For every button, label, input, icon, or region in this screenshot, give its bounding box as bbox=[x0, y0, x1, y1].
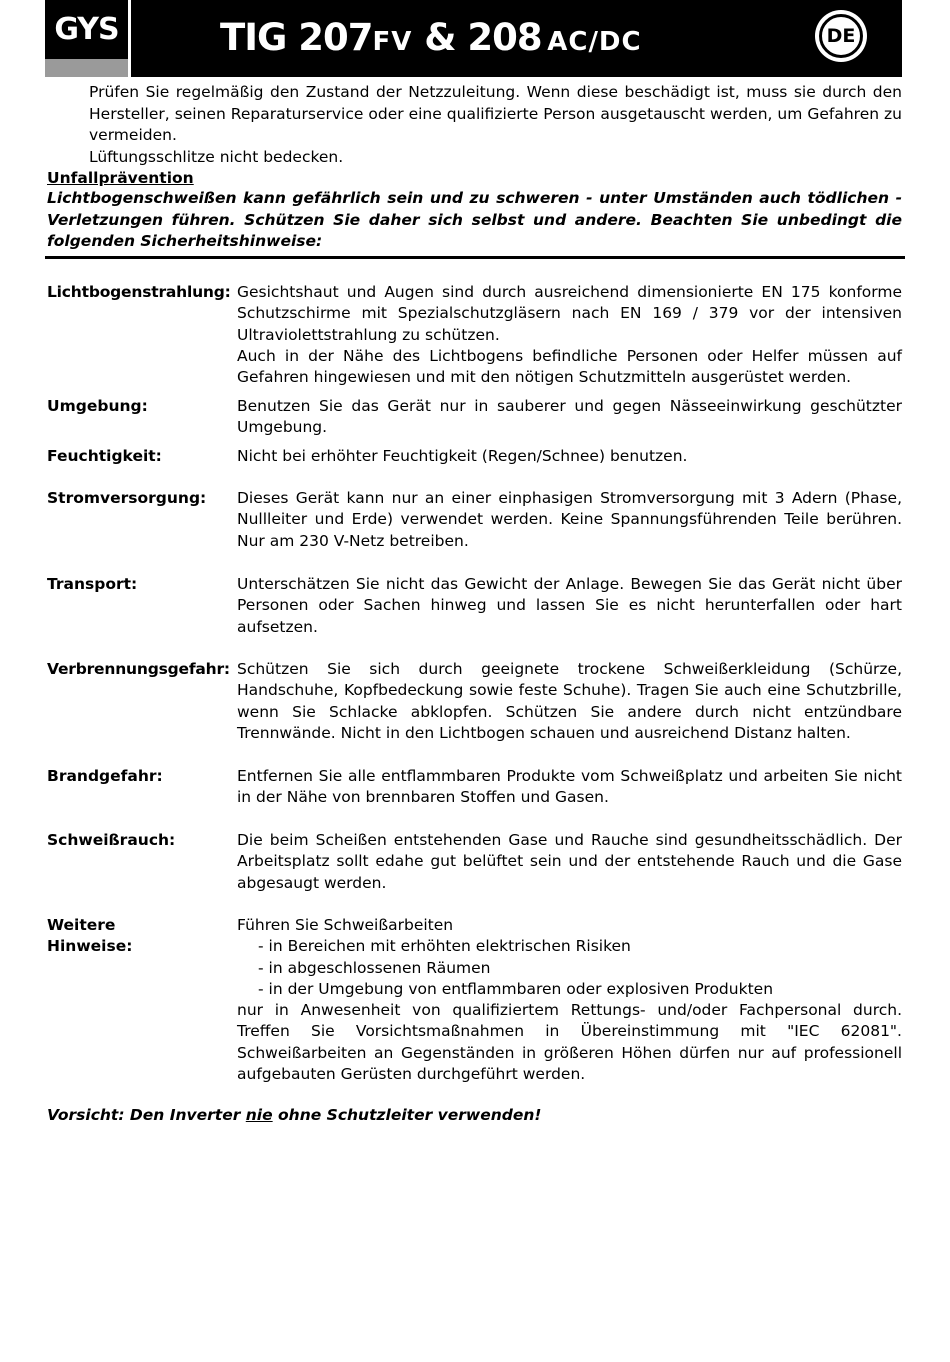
hazard-label: Transport: bbox=[47, 575, 138, 593]
hazard-paragraph-1: Gesichtshaut und Augen sind durch ausreichend dimensionierte EN 175 konforme Schutzschirme mit Spezialschutzgläsern nach EN 169 / 379 vor der intensiven Ultraviolettstrahlung zu schützen. bbox=[237, 283, 902, 344]
hazard-label-line-2: Hinweise: bbox=[47, 937, 133, 956]
hazard-label: Umgebung: bbox=[47, 397, 148, 415]
section-heading: Unfallprävention bbox=[47, 169, 194, 187]
section-warning: Lichtbogenschweißen kann gefährlich sein und zu schweren - unter Umständen auch tödlichen - Verletzungen führen. Schützen Sie daher sich selbst und andere. Beachten Sie unbedingt die folgenden Sicherheitshinweise: bbox=[47, 189, 902, 250]
hazard-text: Benutzen Sie das Gerät nur in sauberer und gegen Nässeeinwirkung geschützter Umgebung. bbox=[237, 397, 902, 437]
hazard-humidity bbox=[47, 446, 902, 467]
hazard-label: Lichtbogenstrahlung: bbox=[47, 283, 231, 301]
hazard-label: Brandgefahr: bbox=[47, 767, 163, 785]
language-code: DE bbox=[819, 14, 863, 58]
hazard-fire bbox=[47, 766, 902, 809]
list-item: - in der Umgebung von entflammbaren oder explosiven Produkten bbox=[258, 979, 774, 998]
caution-text-pre: Vorsicht: Den Inverter bbox=[47, 1106, 246, 1124]
hazard-text: Unterschätzen Sie nicht das Gewicht der Anlage. Bewegen Sie das Gerät nicht über Personen oder Sachen hinweg und lassen Sie es nicht herunterfallen oder hart aufsetzen. bbox=[237, 575, 902, 636]
logo-separator bbox=[128, 0, 131, 77]
hazard-text bbox=[237, 915, 902, 1085]
hazard-text bbox=[237, 282, 902, 388]
hazard-arc-radiation bbox=[47, 282, 902, 388]
hazard-further-notes bbox=[47, 915, 902, 1085]
divider-rule bbox=[45, 256, 905, 259]
hazard-text: Dieses Gerät kann nur an einer einphasigen Stromversorgung mit 3 Adern (Phase, Nullleiter und Erde) verwendet werden. Keine Spannungsführenden Teile berühren. Nur am 230 V-Netz betreiben. bbox=[237, 489, 902, 550]
hazard-text: Entfernen Sie alle entflammbaren Produkte vom Schweißplatz und arbeiten Sie nicht in der Nähe von brennbaren Stoffen und Gasen. bbox=[237, 767, 902, 807]
logo-grey-bar bbox=[45, 59, 128, 77]
hazard-welding-fumes bbox=[47, 830, 902, 894]
caution-note bbox=[47, 1105, 541, 1126]
hazard-label-line-1: Weitere bbox=[47, 916, 116, 934]
hazard-transport bbox=[47, 574, 902, 638]
hazard-text: Nicht bei erhöhter Feuchtigkeit (Regen/Schnee) benutzen. bbox=[237, 447, 688, 465]
list-item: - in Bereichen mit erhöhten elektrischen Risiken bbox=[258, 937, 631, 956]
hazard-text: Die beim Scheißen entstehenden Gase und Rauche sind gesundheitsschädlich. Der Arbeitsplatz sollt edahe gut belüftet sein und der entstehende Rauch und die Gase abgesaugt werden. bbox=[237, 831, 902, 892]
intro-text bbox=[89, 82, 902, 168]
further-outro: nur in Anwesenheit von qualifiziertem Rettungs- und/oder Fachpersonal durch. Treffen Sie Vorsichtsmaßnahmen in Übereinstimmung mit "IEC 62081". Schweißarbeiten an Gegenständen in größeren Höhen dürfen nur auf professionell aufgebauten Gerüsten durchgeführt werden. bbox=[237, 1001, 902, 1084]
title-model-2: 208 bbox=[467, 16, 542, 59]
hazard-label: Stromversorgung: bbox=[47, 489, 207, 507]
intro-paragraph-1: Prüfen Sie regelmäßig den Zustand der Netzzuleitung. Wenn diese beschädigt ist, muss sie durch den Hersteller, seinen Reparaturservice oder eine qualifizierte Person ausgetauscht werden, um Gefahren zu vermeiden. bbox=[89, 83, 902, 144]
hazard-paragraph-2: Auch in der Nähe des Lichtbogens befindliche Personen oder Helfer müssen auf Gefahren hingewiesen und mit den nötigen Schutzmitteln ausgerüstet werden. bbox=[237, 346, 902, 387]
hazard-burns bbox=[47, 659, 902, 744]
gys-logo bbox=[45, 0, 128, 77]
title-variant-2: AC/DC bbox=[547, 27, 642, 57]
further-intro: Führen Sie Schweißarbeiten bbox=[237, 916, 454, 934]
title-variant-1: FV bbox=[372, 27, 413, 57]
hazard-label bbox=[47, 915, 237, 958]
document-title bbox=[220, 14, 642, 69]
language-badge bbox=[815, 10, 867, 62]
hazard-power-supply bbox=[47, 488, 902, 552]
logo-text: GYS bbox=[45, 0, 128, 59]
page-header bbox=[45, 0, 902, 77]
title-ampersand: & bbox=[412, 16, 468, 59]
caution-emphasis: nie bbox=[245, 1106, 273, 1124]
caution-text-post: ohne Schutzleiter verwenden! bbox=[272, 1106, 542, 1124]
title-model-1: TIG 207 bbox=[220, 16, 373, 59]
hazard-label: Verbrennungsgefahr: bbox=[47, 660, 230, 678]
list-item: - in abgeschlossenen Räumen bbox=[258, 958, 491, 977]
hazard-text: Schützen Sie sich durch geeignete trockene Schweißerkleidung (Schürze, Handschuhe, Kopfbedeckung sowie feste Schuhe). Tragen Sie auch eine Schutzbrille, wenn Sie Schlacke abklopfen. Schützen Sie andere durch nicht entzündbare Trennwände. Nicht in den Lichtbogen schauen und ausreichend Distanz halten. bbox=[237, 660, 902, 742]
intro-paragraph-2: Lüftungsschlitze nicht bedecken. bbox=[89, 147, 344, 166]
hazard-label: Schweißrauch: bbox=[47, 831, 176, 849]
hazard-label: Feuchtigkeit: bbox=[47, 447, 162, 465]
hazard-environment bbox=[47, 396, 902, 439]
